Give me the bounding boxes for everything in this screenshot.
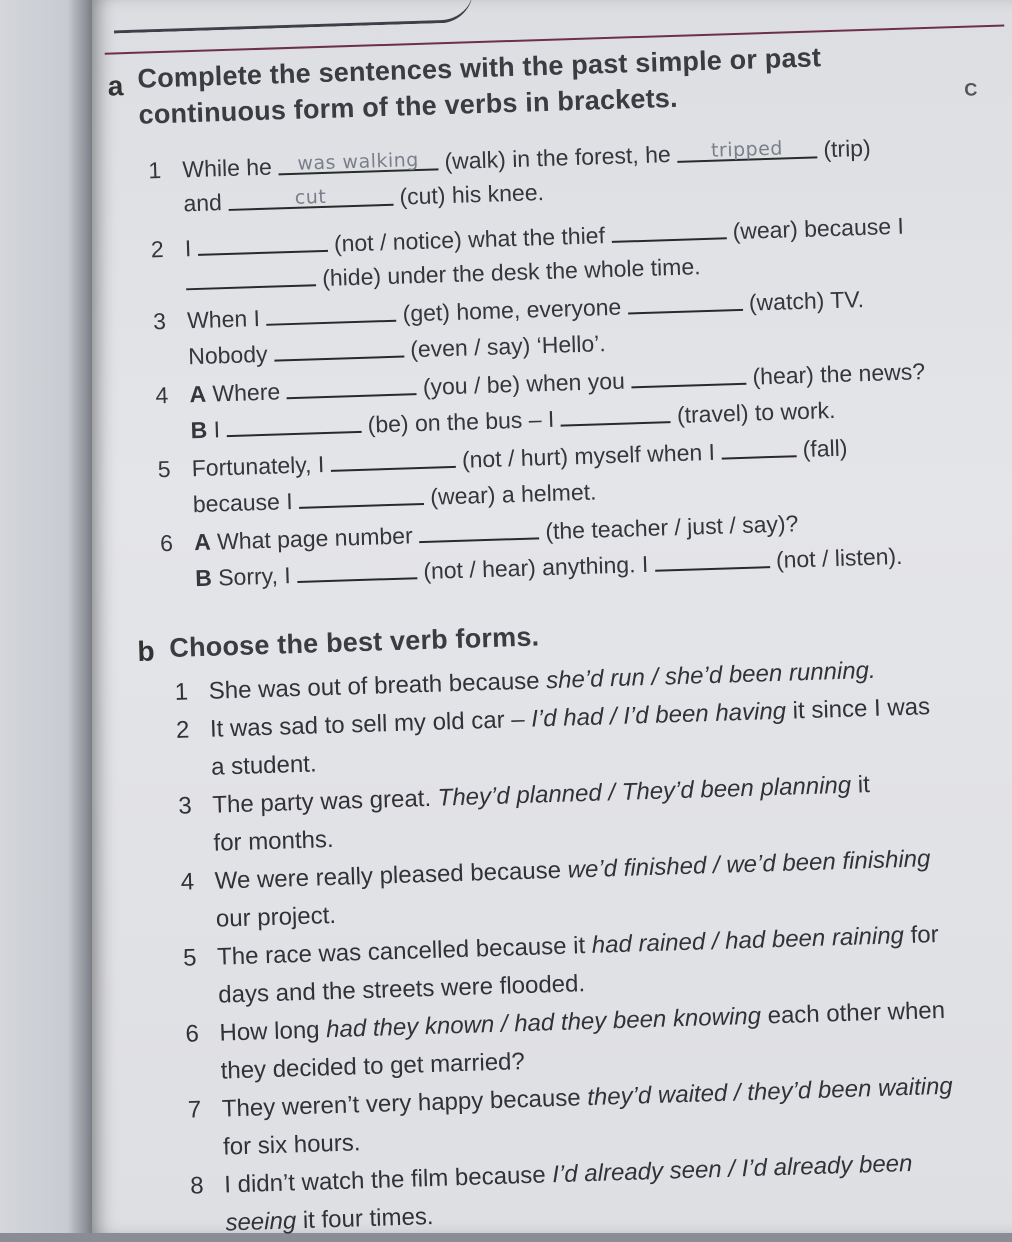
answer-blank[interactable]: [419, 517, 540, 543]
sentence-text: it: [850, 771, 871, 799]
answer-blank[interactable]: [631, 363, 747, 389]
sentence-text: (walk) in the forest, he: [444, 141, 672, 175]
exercise-b-line: [177, 750, 317, 782]
sentence-text: (cut) his knee.: [399, 179, 545, 210]
item-number: [192, 1231, 226, 1232]
item-number: 1: [174, 678, 189, 706]
answer-blank[interactable]: [627, 289, 743, 315]
sentence-text: Fortunately, I: [191, 451, 325, 482]
item-number: [187, 1079, 221, 1080]
sentence-text: for: [903, 921, 940, 950]
section-b-instruction: Choose the best verb forms.: [168, 621, 540, 664]
sentence-text: We were really pleased because: [214, 856, 569, 895]
sentence-text: What page number: [216, 522, 414, 555]
verb-choice[interactable]: seeing: [225, 1207, 297, 1237]
sentence-text: (wear) because I: [732, 212, 905, 245]
sentence-text: (not / hurt) myself when I: [461, 438, 716, 473]
item-number: [161, 586, 195, 587]
sentence-text: (watch) TV.: [748, 286, 865, 316]
sentence-text: it since I was: [785, 693, 931, 725]
sentence-text: and: [183, 189, 223, 217]
item-number: 7: [187, 1096, 202, 1124]
sentence-text: I didn’t watch the film because: [223, 1161, 553, 1199]
sentence-text: (even / say) ‘Hello’.: [409, 330, 607, 363]
item-number: 3: [152, 307, 167, 335]
verb-choice[interactable]: they’d waited / they’d been waiting: [586, 1072, 954, 1112]
handwritten-answer: cut: [294, 185, 327, 209]
sentence-text: (the teacher / just / say)?: [544, 510, 799, 545]
answer-blank[interactable]: [226, 411, 362, 437]
verb-choice[interactable]: I’d already seen / I’d already been: [551, 1149, 913, 1189]
item-number: [185, 1003, 219, 1004]
sentence-text: (get) home, everyone: [402, 293, 622, 327]
sentence-text: (fall): [802, 434, 848, 463]
sentence-text: The race was cancelled because it: [216, 931, 593, 971]
sentence-text: I: [213, 416, 221, 443]
sentence-text: Nobody: [187, 340, 268, 370]
sentence-text: She was out of breath because: [208, 667, 547, 705]
exercise-b-line: [182, 902, 337, 935]
item-number: [155, 364, 189, 365]
item-number: 8: [189, 1172, 205, 1200]
verb-choice[interactable]: They’d planned / They’d been planning: [437, 771, 852, 812]
sentence-text: (travel) to work.: [676, 396, 836, 428]
page-content: [73, 0, 1012, 1242]
section-b-letter: b: [137, 635, 156, 668]
sentence-text: (you / be) when you: [422, 367, 626, 400]
answer-blank[interactable]: [197, 230, 328, 256]
answer-blank[interactable]: [299, 483, 425, 509]
exercise-b-line: [189, 1129, 361, 1162]
answer-blank[interactable]: [297, 557, 418, 583]
sentence-text: The party was great.: [211, 784, 439, 819]
item-number: [182, 927, 216, 928]
sentence-text: (be) on the bus – I: [367, 405, 555, 438]
item-number: 2: [150, 236, 165, 263]
answer-blank[interactable]: [228, 184, 394, 211]
item-number: [152, 290, 186, 291]
sentence-text: (trip): [822, 134, 872, 163]
sentence-text: When I: [186, 305, 261, 334]
item-number: [157, 438, 191, 439]
item-number: 1: [147, 157, 162, 184]
answer-blank[interactable]: [654, 546, 770, 572]
exercise-a-line: [148, 135, 871, 185]
workbook-page: [92, 0, 1012, 1237]
sentence-text: Where: [212, 378, 281, 407]
sentence-text: because I: [192, 488, 294, 518]
sentence-text: days and the streets were flooded.: [217, 970, 586, 1009]
item-number: 6: [185, 1020, 200, 1048]
speaker-label: A: [193, 528, 212, 556]
exercise-a-line: [154, 329, 606, 371]
item-number: [159, 512, 193, 513]
answer-blank[interactable]: [185, 264, 316, 290]
verb-choice[interactable]: had they known / had they been knowing: [325, 1002, 762, 1044]
answer-blank[interactable]: [278, 148, 439, 175]
sentence-text: a student.: [210, 750, 317, 781]
item-number: 4: [155, 381, 169, 409]
exercise-a-line: [149, 179, 544, 218]
exercise-b-line: [186, 1048, 525, 1087]
sentence-text: How long: [219, 1016, 327, 1047]
handwritten-answer: was walking: [297, 148, 420, 175]
sentence-text: (not / hear) anything. I: [422, 550, 649, 584]
verb-choice[interactable]: she’d run / she’d been running.: [545, 656, 877, 695]
item-number: [189, 1155, 223, 1156]
exercise-b-line: [184, 970, 586, 1011]
exercise-a-line: [158, 478, 596, 520]
sentence-text: they decided to get married?: [220, 1048, 526, 1085]
sentence-text: (not / listen).: [775, 542, 903, 573]
sentence-text: It was sad to sell my old car –: [209, 705, 532, 743]
section-a-instruction-line1: Complete the sentences with the past simple or past: [137, 42, 822, 94]
answer-blank[interactable]: [266, 300, 397, 326]
sentence-text: They weren’t very happy because: [221, 1084, 588, 1123]
sentence-text: for months.: [213, 825, 334, 857]
item-number: 2: [175, 716, 190, 744]
sentence-text: While he: [181, 153, 273, 183]
sentence-text: (hear) the news?: [752, 358, 926, 390]
speaker-label: B: [194, 564, 213, 592]
item-number: [150, 211, 184, 212]
answer-blank[interactable]: [721, 435, 797, 459]
verb-choice[interactable]: we’d finished / we’d been finishing: [567, 845, 931, 884]
exercise-b-line: [191, 1203, 434, 1239]
verb-choice[interactable]: I’d had / I’d been having: [530, 697, 787, 733]
answer-blank[interactable]: [560, 401, 671, 426]
section-a-instruction-line2: continuous form of the verbs in brackets.: [138, 82, 679, 130]
item-number: 5: [157, 455, 171, 483]
item-number: 5: [182, 944, 197, 972]
sentence-text: Sorry, I: [217, 562, 292, 591]
handwritten-answer: tripped: [710, 137, 784, 162]
answer-blank[interactable]: [286, 373, 417, 399]
answer-blank[interactable]: [330, 446, 456, 472]
exercise-b-line: [179, 826, 334, 859]
sentence-text: each other when: [760, 996, 946, 1030]
sentence-text: it four times.: [295, 1203, 434, 1235]
margin-label: C: [963, 79, 978, 100]
sentence-text: (hide) under the desk the whole time.: [321, 253, 701, 292]
item-number: 3: [177, 792, 193, 820]
sentence-text: our project.: [215, 901, 337, 933]
speaker-label: A: [189, 380, 207, 408]
answer-blank[interactable]: [611, 217, 727, 243]
verb-choice[interactable]: had rained / had been raining: [591, 922, 905, 959]
section-a-letter: a: [107, 70, 124, 102]
item-number: [177, 775, 211, 776]
item-number: 6: [159, 529, 174, 557]
item-number: [180, 851, 214, 852]
header-bar: [113, 0, 474, 33]
sentence-text: (not / notice) what the thief: [333, 222, 606, 257]
sentence-text: for six hours.: [222, 1129, 361, 1161]
sentence-text: (wear) a helmet.: [429, 478, 597, 510]
item-number: 4: [180, 868, 195, 896]
answer-blank[interactable]: [677, 136, 818, 162]
sentence-text: I: [184, 235, 192, 262]
answer-blank[interactable]: [273, 336, 404, 362]
exercise-a-line: [150, 212, 904, 264]
section-a-exercise: [147, 132, 968, 592]
speaker-label: B: [190, 416, 208, 444]
